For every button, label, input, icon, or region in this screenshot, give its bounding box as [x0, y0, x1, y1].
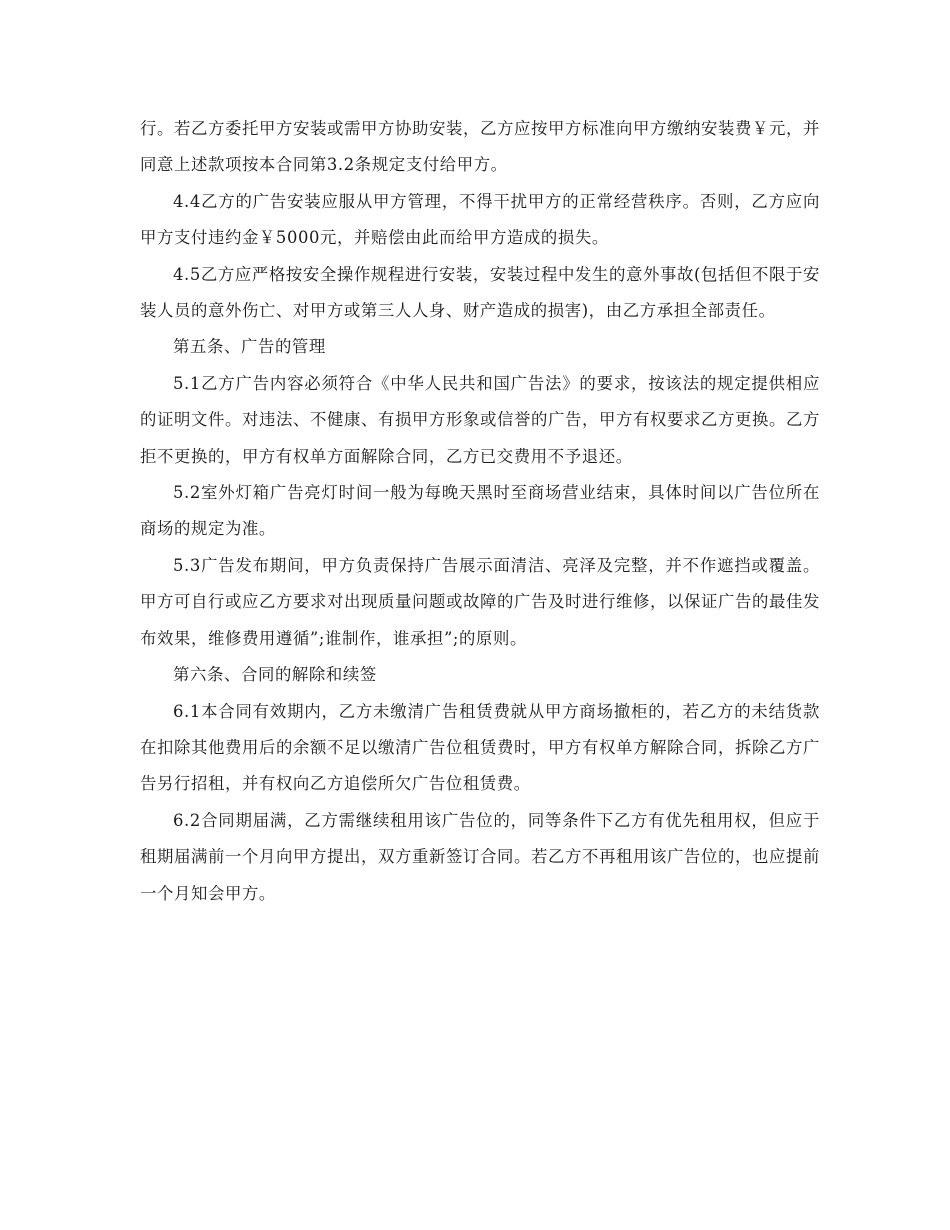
- paragraph-clause-6-2: 6.2合同期届满，乙方需继续租用该广告位的，同等条件下乙方有优先租用权，但应于租期届满前一个月向甲方提出，双方重新签订合同。若乙方不再租用该广告位的，也应提前一个月知会甲方。: [140, 810, 820, 903]
- paragraph-clause-6-1: 6.1本合同有效期内，乙方未缴清广告租赁费就从甲方商场撤柜的，若乙方的未结货款在扣除其他费用后的余额不足以缴清广告位租赁费时，甲方有权单方解除合同，拆除乙方广告另行招租，并有权向乙方追偿所欠广告位租赁费。: [140, 701, 820, 794]
- section-heading-article-5: 第五条、广告的管理: [173, 337, 326, 357]
- section-heading-article-6: 第六条、合同的解除和续签: [173, 665, 377, 685]
- paragraph-clause-4-5: 4.5乙方应严格按安全操作规程进行安装，安装过程中发生的意外事故(包括但不限于安装人员的意外伤亡、对甲方或第三人人身、财产造成的损害)，由乙方承担全部责任。: [140, 264, 820, 321]
- contract-page: [140, 111, 820, 912]
- paragraph-clause-5-1: 5.1乙方广告内容必须符合《中华人民共和国广告法》的要求，按该法的规定提供相应的证明文件。对违法、不健康、有损甲方形象或信誉的广告，甲方有权要求乙方更换。乙方拒不更换的，甲方有权单方面解除合同，乙方已交费用不予退还。: [140, 373, 820, 466]
- paragraph-clause-5-3: 5.3广告发布期间，甲方负责保持广告展示面清洁、亮泽及完整，并不作遮挡或覆盖。甲方可自行或应乙方要求对出现质量问题或故障的广告及时进行维修，以保证广告的最佳发布效果，维修费用遵循”;谁制作，谁承担”;的原则。: [140, 555, 820, 648]
- paragraph-clause-5-2: 5.2室外灯箱广告亮灯时间一般为每晚天黑时至商场营业结束，具体时间以广告位所在商场的规定为准。: [140, 483, 820, 539]
- paragraph-clause-4-4: 4.4乙方的广告安装应服从甲方管理，不得干扰甲方的正常经营秩序。否则，乙方应向甲方支付违约金￥5000元，并赔偿由此而给甲方造成的损失。: [140, 191, 820, 248]
- paragraph-continuation: 行。若乙方委托甲方安装或需甲方协助安装，乙方应按甲方标准向甲方缴纳安装费￥元，并同意上述款项按本合同第3.2条规定支付给甲方。: [140, 119, 820, 175]
